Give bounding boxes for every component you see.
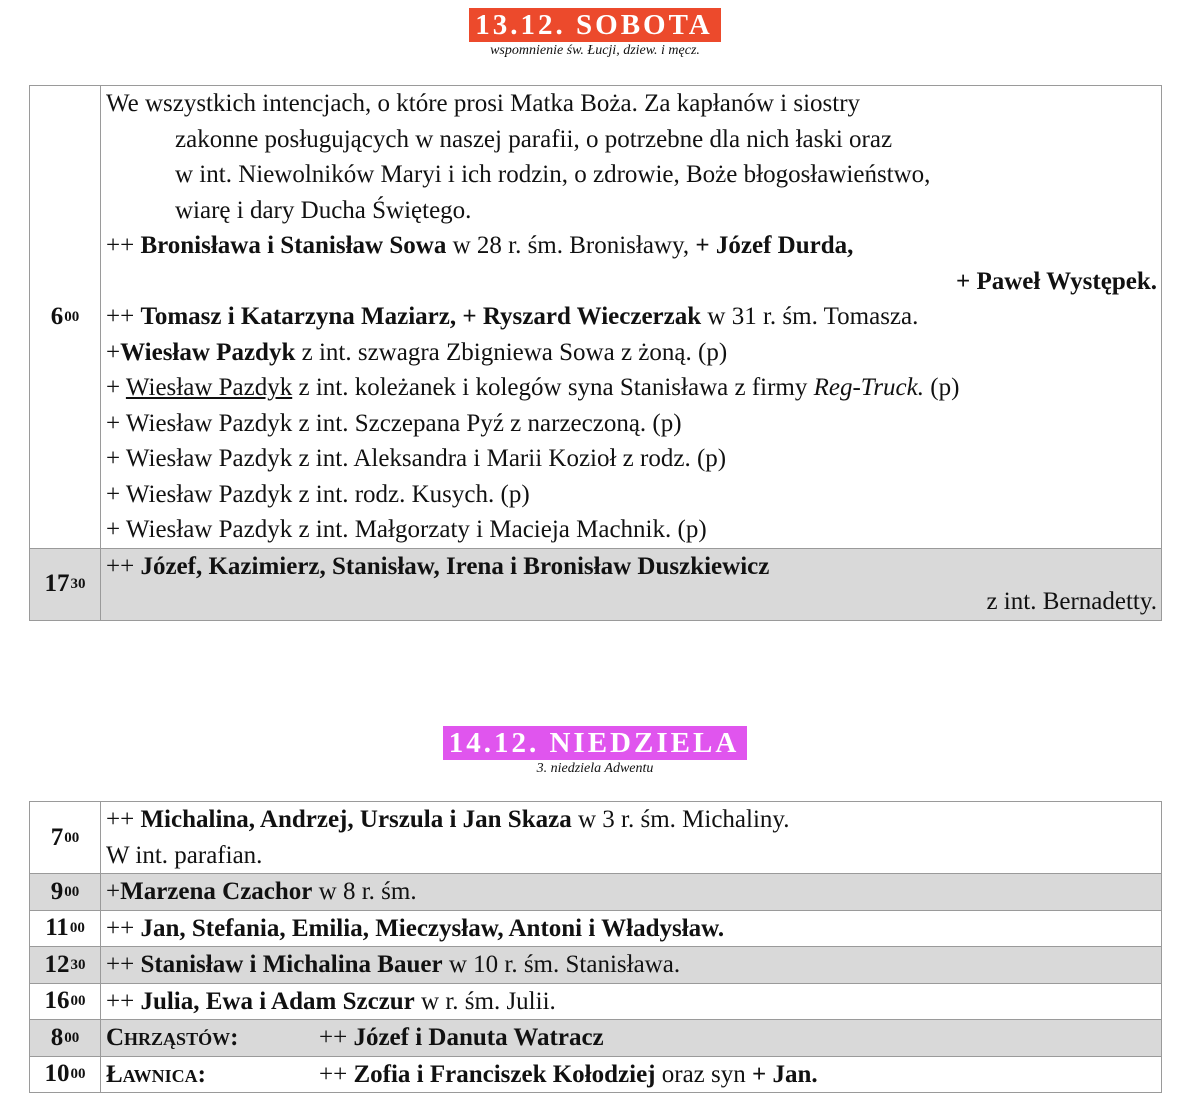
mass-time: $8^{00}$ [30, 1020, 101, 1057]
intention-line: z int. Bernadetty. [986, 588, 1157, 615]
mass-row-lawnica-1000 [30, 1056, 1162, 1093]
intention-line: + Wiesław Pazdyk z int. koleżanek i kolegów syna Stanisława z firmy Reg-Truck. (p) [106, 374, 960, 401]
mass-time: $7^{00}$ [30, 802, 101, 874]
intention-line: + Paweł Występek. [955, 267, 1157, 295]
mass-intentions [101, 947, 1162, 984]
mass-time: $9^{00}$ [30, 874, 101, 911]
day1-header [0, 8, 1190, 59]
mass-row-1600 [30, 983, 1162, 1020]
mass-row-1100 [30, 910, 1162, 947]
intention-line: ++ Jan, Stefania, Emilia, Mieczysław, Antoni i Władysław. [106, 914, 725, 942]
intention-line: + Wiesław Pazdyk z int. Aleksandra i Marii Kozioł z rodz. (p) [106, 445, 727, 472]
intention-line: ++ Stanisław i Michalina Bauer w 10 r. śm. Stanisława. [106, 951, 681, 978]
mass-intentions [101, 1020, 1162, 1057]
day2-subtitle: 3. niedziela Adwentu [536, 761, 654, 776]
mass-intentions [101, 1056, 1162, 1093]
intention-line: +Wiesław Pazdyk z int. szwagra Zbigniewa Sowa z żoną. (p) [106, 338, 728, 366]
mass-row-chrzastow-0800 [30, 1020, 1162, 1057]
mass-time: $16^{00}$ [30, 983, 101, 1020]
mass-intentions [101, 983, 1162, 1020]
intention-line: ++ Bronisława i Stanisław Sowa w 28 r. śm. Bronisławy, + Józef Durda, [106, 232, 854, 259]
location-label: Ławnica: [106, 1060, 207, 1088]
intention-line: + Wiesław Pazdyk z int. rodz. Kusych. (p) [106, 480, 530, 508]
mass-time: $6^{00}$ [30, 86, 101, 549]
mass-time: $11^{00}$ [30, 910, 101, 947]
intention-line: wiarę i dary Ducha Świętego. [175, 196, 472, 224]
intention-line: We wszystkich intencjach, o które prosi Matka Boża. Za kapłanów i siostry [106, 90, 861, 117]
mass-row-0600 [30, 86, 1162, 549]
mass-intentions [101, 910, 1162, 947]
intention-line: Chrząstów: ++ Józef i Danuta Watracz [106, 1020, 1157, 1056]
mass-time: $10^{00}$ [30, 1056, 101, 1093]
mass-intentions [101, 86, 1162, 549]
day2-title: 14.12. NIEDZIELA [443, 726, 748, 760]
intention-line: Ławnica: ++ Zofia i Franciszek Kołodziej oraz syn + Jan. [106, 1057, 1157, 1093]
intention-line: ++ Józef, Kazimierz, Stanisław, Irena i Bronisław Duszkiewicz [106, 552, 770, 580]
mass-time: $12^{30}$ [30, 947, 101, 984]
intention-line: zakonne posługujących w naszej parafii, o potrzebne dla nich łaski oraz [175, 125, 893, 153]
intention-line: ++ Michalina, Andrzej, Urszula i Jan Skaza w 3 r. śm. Michaliny. [106, 806, 790, 833]
intention-line: ++ Tomasz i Katarzyna Maziarz, + Ryszard Wieczerzak w 31 r. śm. Tomasza. [106, 303, 919, 330]
mass-intentions [101, 874, 1162, 911]
intention-line: + Wiesław Pazdyk z int. Szczepana Pyź z narzeczoną. (p) [106, 409, 682, 437]
day1-subtitle: wspomnienie św. Łucji, dziew. i męcz. [490, 43, 700, 58]
mass-time: $17^{30}$ [30, 548, 101, 620]
intention-line: w int. Niewolników Maryi i ich rodzin, o zdrowie, Boże błogosławieństwo, [175, 161, 931, 188]
intention-line: ++ Julia, Ewa i Adam Szczur w r. śm. Julii. [106, 987, 556, 1015]
day2-header [0, 726, 1190, 777]
location-label: Chrząstów: [106, 1024, 239, 1051]
day2-mass-table [29, 801, 1162, 1093]
intention-line: W int. parafian. [106, 841, 263, 869]
day1-title: 13.12. SOBOTA [469, 8, 720, 42]
mass-row-1730 [30, 548, 1162, 620]
intention-line: +Marzena Czachor w 8 r. śm. [106, 878, 417, 905]
day1-mass-table [29, 85, 1162, 621]
intention-line: + Wiesław Pazdyk z int. Małgorzaty i Macieja Machnik. (p) [106, 516, 707, 543]
mass-row-0700 [30, 802, 1162, 874]
mass-intentions [101, 548, 1162, 620]
mass-row-0900 [30, 874, 1162, 911]
mass-intentions [101, 802, 1162, 874]
mass-row-1230 [30, 947, 1162, 984]
